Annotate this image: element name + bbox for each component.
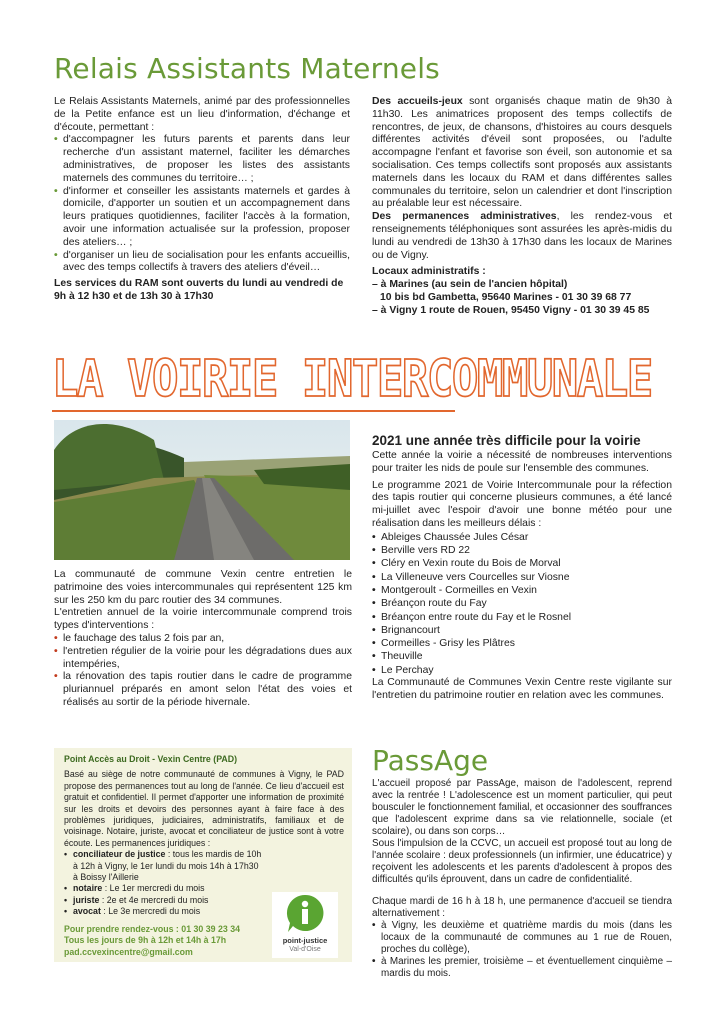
- road-item: • Le Perchay: [372, 664, 672, 677]
- pad-item-text: : tous les mardis de 10h à 12h à Vigny, le 1er lundi du mois 14h à 17h30 à Boissy l'Aillerie: [73, 849, 262, 883]
- pad-item: [64, 906, 264, 917]
- road-item: • La Villeneuve vers Courcelles sur Viosne: [372, 571, 672, 584]
- road-item: • Cormeilles - Grisy les Plâtres: [372, 637, 672, 650]
- voirie-left-column: [54, 569, 352, 710]
- passage-item: • à Marines les premier, troisième – et éventuellement cinquième – mardis du mois.: [372, 956, 672, 980]
- passage-p3: Chaque mardi de 16 h à 18 h, une permanence d'accueil se tiendra alternativement :: [372, 896, 672, 919]
- point-justice-label: point-justice: [282, 936, 328, 945]
- voirie-title-rule: [52, 410, 455, 412]
- ram-permanences: [372, 211, 672, 262]
- passage-title: PassAge: [372, 744, 489, 777]
- road-item: • Bréançon route du Fay: [372, 597, 672, 610]
- pad-email-link[interactable]: pad.ccvexincentre@gmail.com: [64, 946, 193, 957]
- pad-item-text: : 2e et 4e mercredi du mois: [99, 894, 209, 905]
- pad-rdv-hours: Tous les jours de 9h à 12h et 14h à 17h: [64, 935, 227, 946]
- point-justice-icon: [272, 892, 338, 936]
- point-justice-logo: [272, 892, 338, 958]
- voirie-p2: Le programme 2021 de Voirie Intercommunale pour la réfection des tapis routier qui concerne plusieurs communes, a été lancé mi-juillet avec l'espoir d'avoir une bonne météo pour une réalisation dans les meilleurs délais :: [372, 479, 672, 529]
- pad-item: [64, 849, 264, 883]
- ram-bullets: [54, 134, 350, 275]
- ram-intro: Le Relais Assistants Maternels, animé par des professionnelles de la Petite enfance est un lieu d'information, d'échange et d'écoute, permettant :: [54, 96, 350, 133]
- pad-item-text: : Le 3e mercredi du mois: [100, 906, 201, 917]
- ram-perm-text: , les rendez-vous et renseignements téléphoniques sont assurées les après-midis du lundi au vendredi de 13h30 à 17h30 dans les locaux de Marines ou de Vigny.: [372, 211, 672, 261]
- voirie-type-item: • la rénovation des tapis routier dans le cadre de programme pluriannuel préparés en amont selon l'état des voies et réalisés au sortir de la période hivernale.: [54, 671, 352, 709]
- pad-item: [64, 883, 264, 894]
- road-landscape-illustration: [54, 420, 350, 560]
- pad-item-bold: notaire: [73, 883, 103, 894]
- passage-items: [372, 920, 672, 980]
- voirie-type-item: • le fauchage des talus 2 fois par an,: [54, 633, 352, 646]
- ram-locaux-2: 10 bis bd Gambetta, 95640 Marines - 01 30 39 68 77: [380, 291, 632, 303]
- pad-rdv-phone: Pour prendre rendez-vous : 01 30 39 23 34: [64, 923, 241, 934]
- road-item: • Brignancourt: [372, 624, 672, 637]
- ram-hours: Les services du RAM sont ouverts du lundi au vendredi de 9h à 12 h30 et de 13h 30 à 17h30: [54, 278, 344, 302]
- pad-items: [64, 849, 264, 917]
- pad-text: Basé au siège de notre communauté de communes à Vigny, le PAD propose des permanences tout au long de l'année. Ce lieu d'accueil est gratuit et confidentiel. Il permet d'apporter une information de proximité sur les droits et devoirs des personnes ayant à faire face à des problèmes juridiques, judiciaires, administratifs, familiaux et de voisinage. Notaire, juriste, avocat et conciliateur de justice sont à votre écoute. Les permanences juridiques :: [64, 769, 344, 848]
- road-item: • Bréançon entre route du Fay et le Rosnel: [372, 611, 672, 624]
- ram-accueils-text: sont organisés chaque matin de 9h30 à 11h30. Les animatrices proposent des temps collectifs de rencontres, de jeux, de chansons, d'histoires au cours desquels différentes activités d'éveil sont proposées, ou l'adulte accompagne l'enfant et favorise son éveil, son autonomie et sa socialisation. Ces temps collectifs sont proposés aux assistants maternels dans les locaux du RAM et dans différentes salles communales du territoire, selon un calendrier et dont l'inscription au préalable leur est nécessaire.: [372, 96, 673, 210]
- voirie-right-column: [372, 433, 672, 703]
- ram-bullet: • d'organiser un lieu de socialisation pour les enfants accueillis, avec des temps collectifs à travers des ateliers d'éveil…: [54, 250, 350, 276]
- road-photo: [54, 420, 350, 560]
- road-item: • Theuville: [372, 650, 672, 663]
- voirie-title: LA VOIRIE INTERCOMMUNALE: [52, 350, 652, 409]
- voirie-roads-list: [372, 531, 672, 677]
- pad-item-bold: avocat: [73, 906, 101, 917]
- voirie-heading: 2021 une année très difficile pour la voirie: [372, 433, 641, 448]
- ram-accueils-bold: Des accueils-jeux: [372, 96, 463, 107]
- ram-accueils: [372, 96, 672, 211]
- passage-item: • à Vigny, les deuxième et quatrième mardis du mois (dans les locaux de la communauté de communes au 1 rue de Rouen, proches du collège),: [372, 920, 672, 956]
- ram-perm-bold: Des permanences administratives: [372, 211, 557, 223]
- voirie-closing: La Communauté de Communes Vexin Centre reste vigilante sur l'entretien du patrimoine routier en relation avec les communes.: [372, 677, 672, 701]
- ram-right-column: [372, 96, 672, 318]
- ram-locaux-3: – à Vigny 1 route de Rouen, 95450 Vigny - 01 30 39 45 85: [372, 304, 650, 316]
- ram-title: Relais Assistants Maternels: [54, 52, 440, 85]
- passage-content: [372, 778, 672, 980]
- pad-title: Point Accès au Droit - Vexin Centre (PAD): [64, 754, 238, 764]
- pad-item-bold: juriste: [73, 894, 100, 905]
- point-justice-sublabel: Val-d'Oise: [289, 946, 321, 953]
- road-item: • Cléry en Vexin route du Bois de Morval: [372, 557, 672, 570]
- road-item: • Ableiges Chaussée Jules César: [372, 531, 672, 544]
- pad-item-text: : Le 1er mercredi du mois: [102, 883, 205, 894]
- voirie-p1: Cette année la voirie a nécessité de nombreuses interventions pour traiter les nids de poule sur l'ensemble des communes.: [372, 450, 672, 474]
- voirie-types: [54, 633, 352, 710]
- passage-p2: Sous l'impulsion de la CCVC, un accueil est proposé tout au long de l'année scolaire : deux professionnels (un infirmier, une éducatrice) y reçoivent les adolescents et les parents d'adolescent à propos des difficultés qu'ils éprouvent, dans un cadre de confidentialité.: [372, 838, 672, 885]
- voirie-intro2: L'entretien annuel de la voirie intercommunale comprend trois types d'interventions :: [54, 607, 352, 632]
- road-item: • Berville vers RD 22: [372, 544, 672, 557]
- voirie-type-item: • l'entretien régulier de la voirie pour les dégradations dues aux intempéries,: [54, 646, 352, 672]
- ram-bullet: • d'informer et conseiller les assistants maternels et gardes à domicile, d'apporter un soutien et un accompagnement dans leurs pratiques quotidiennes, faciliter l'accès à la formation, avoir une information actualisée sur la profession, proposer des ateliers… ;: [54, 186, 350, 250]
- ram-locaux-title: Locaux administratifs :: [372, 266, 486, 278]
- pad-item: [64, 895, 264, 906]
- ram-locaux-1: – à Marines (au sein de l'ancien hôpital): [372, 279, 568, 291]
- ram-bullet: • d'accompagner les futurs parents et parents dans leur recherche d'un assistant maternel, faciliter les démarches administratives, de proposer les listes des assistants maternels des communes du territoire… ;: [54, 134, 350, 185]
- road-item: • Montgeroult - Cormeilles en Vexin: [372, 584, 672, 597]
- ram-left-column: [54, 96, 350, 304]
- pad-item-bold: conciliateur de justice: [73, 849, 166, 860]
- voirie-intro: La communauté de commune Vexin centre entretien le patrimoine des voies intercommunales qui représentent 125 km sur les 250 km du parc routier des 34 communes.: [54, 569, 352, 606]
- passage-p1: L'accueil proposé par PassAge, maison de l'adolescent, reprend avec la rentrée ! L'adolescence est un moment particulier, qui peut bousculer le fonctionnement familial, et occasionner des souffrances que l'adolescent exprime dans sa vie relationnelle, sociale (et scolaire), ou dans son corps…: [372, 778, 672, 837]
